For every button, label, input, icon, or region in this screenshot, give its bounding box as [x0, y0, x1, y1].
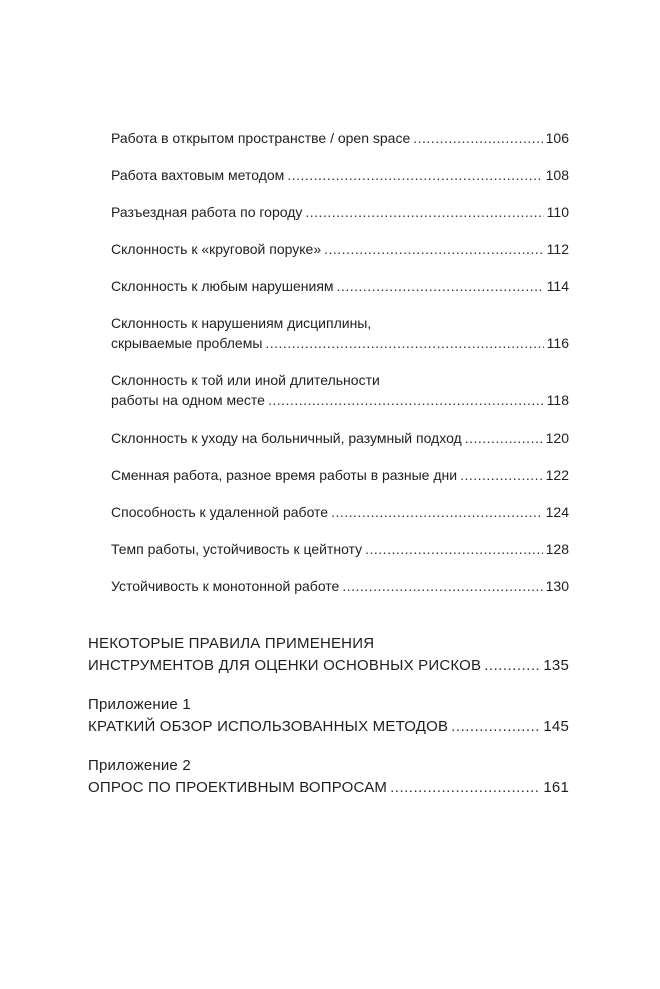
toc-entry-title-cont: работы на одном месте: [111, 392, 265, 408]
dot-leader: [287, 165, 542, 185]
toc-entry-title: Способность к удаленной работе: [111, 504, 329, 520]
toc-entry-page: 108: [545, 167, 569, 183]
toc-section-appendix-2[interactable]: [88, 755, 569, 799]
toc-entry-page: 112: [546, 241, 569, 257]
toc-entry-page: 116: [546, 335, 569, 351]
toc-section-title-cont: ИНСТРУМЕНТОВ ДЛЯ ОЦЕНКИ ОСНОВНЫХ РИСКОВ: [88, 657, 482, 674]
dot-leader: [451, 716, 540, 738]
dot-leader: [337, 276, 544, 296]
toc-entry-monotonous-work[interactable]: [111, 576, 569, 596]
dot-leader: [484, 655, 540, 677]
toc-entry-title: Склонность к «круговой поруке»: [111, 241, 322, 257]
toc-entry-page: 106: [545, 130, 569, 146]
toc-entry-page: 128: [545, 541, 569, 557]
dot-leader: [265, 333, 543, 353]
dot-leader: [331, 502, 543, 522]
toc-entry-page: 114: [546, 278, 569, 294]
toc-entry-title: Склонность к уходу на больничный, разумный подход: [111, 430, 462, 446]
toc-entry-any-violations[interactable]: [111, 276, 569, 296]
dot-leader: [342, 576, 542, 596]
toc-appendix-label: Приложение 2: [88, 757, 191, 774]
dot-leader: [390, 777, 540, 799]
toc-entry-discipline-violations[interactable]: [111, 313, 569, 353]
toc-entry-title: Темп работы, устойчивость к цейтноту: [111, 541, 363, 557]
toc-section-appendix-1[interactable]: [88, 694, 569, 738]
toc-entry-title-cont: скрываемые проблемы: [111, 335, 263, 351]
toc-entry-page: 120: [545, 430, 569, 446]
dot-leader: [268, 390, 544, 410]
dot-leader: [413, 128, 542, 148]
toc-entry-page: 118: [546, 392, 569, 408]
toc-entry-remote-work[interactable]: [111, 502, 569, 522]
toc-entry-title: Склонность к той или иной длительности: [111, 372, 380, 388]
toc-section-page: 145: [543, 718, 569, 735]
toc-section-title: КРАТКИЙ ОБЗОР ИСПОЛЬЗОВАННЫХ МЕТОДОВ: [88, 718, 449, 735]
toc-entry-sick-leave[interactable]: [111, 428, 569, 448]
toc-entry-title: Работа в открытом пространстве / open space: [111, 130, 411, 146]
toc-entry-title: Склонность к любым нарушениям: [111, 278, 334, 294]
toc-section-title: НЕКОТОРЫЕ ПРАВИЛА ПРИМЕНЕНИЯ: [88, 635, 375, 652]
dot-leader: [305, 202, 543, 222]
toc-entry-mutual-cover[interactable]: [111, 239, 569, 259]
toc-entry-page: 122: [545, 467, 569, 483]
toc-entry-title: Устойчивость к монотонной работе: [111, 578, 340, 594]
toc-entry-shift-work[interactable]: [111, 465, 569, 485]
toc-entry-job-duration[interactable]: [111, 370, 569, 410]
dot-leader: [324, 239, 544, 259]
toc-section-page: 135: [543, 657, 569, 674]
toc-entry-work-pace[interactable]: [111, 539, 569, 559]
toc-entry-title: Работа вахтовым методом: [111, 167, 285, 183]
toc-section-risk-assessment-rules[interactable]: [88, 633, 569, 677]
toc-appendix-label: Приложение 1: [88, 696, 191, 713]
toc-entry-title: Разъездная работа по городу: [111, 204, 303, 220]
toc-entry-city-travel[interactable]: [111, 202, 569, 222]
dot-leader: [465, 428, 543, 448]
toc-entry-page: 130: [545, 578, 569, 594]
toc-entry-title: Сменная работа, разное время работы в разные дни: [111, 467, 458, 483]
dot-leader: [365, 539, 543, 559]
toc-entry-page: 110: [546, 204, 569, 220]
toc-entry-shift-method[interactable]: [111, 165, 569, 185]
toc-entry-open-space[interactable]: [111, 128, 569, 148]
toc-section-title: ОПРОС ПО ПРОЕКТИВНЫМ ВОПРОСАМ: [88, 779, 388, 796]
toc-section-page: 161: [543, 779, 569, 796]
toc-entry-page: 124: [545, 504, 569, 520]
toc-entry-title: Склонность к нарушениям дисциплины,: [111, 315, 372, 331]
dot-leader: [460, 465, 543, 485]
